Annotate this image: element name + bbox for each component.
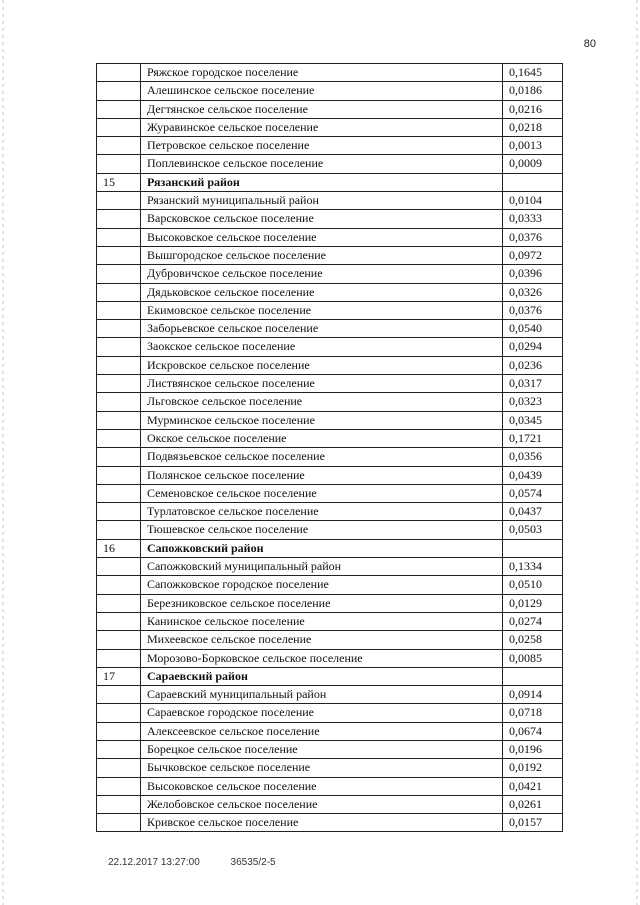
settlement-name: Искровское сельское поселение: [141, 356, 503, 374]
table-row: [97, 576, 563, 594]
settlement-name: Желобовское сельское поселение: [141, 795, 503, 813]
row-number: [97, 338, 141, 356]
coefficient-value: 0,0333: [503, 210, 563, 228]
coefficient-value: 0,0317: [503, 375, 563, 393]
settlement-name: Высоковское сельское поселение: [141, 228, 503, 246]
settlement-name: Дегтянское сельское поселение: [141, 100, 503, 118]
settlement-name: Алешинское сельское поселение: [141, 82, 503, 100]
coefficient-value: 0,1645: [503, 64, 563, 82]
settlement-name: Сараевский муниципальный район: [141, 686, 503, 704]
row-number: [97, 777, 141, 795]
table-row: [97, 246, 563, 264]
row-number: [97, 814, 141, 832]
settlement-name: Высоковское сельское поселение: [141, 777, 503, 795]
table-row: [97, 301, 563, 319]
coefficient-value: 0,0540: [503, 320, 563, 338]
table-body: [97, 64, 563, 832]
coefficient-value: 0,0439: [503, 466, 563, 484]
table-row: [97, 759, 563, 777]
row-number: [97, 301, 141, 319]
settlement-name: Екимовское сельское поселение: [141, 301, 503, 319]
settlement-name: Заборьевское сельское поселение: [141, 320, 503, 338]
settlement-name: Морозово-Борковское сельское поселение: [141, 649, 503, 667]
coefficient-value: 0,0085: [503, 649, 563, 667]
row-number: 17: [97, 667, 141, 685]
settlement-name: Варсковское сельское поселение: [141, 210, 503, 228]
table-row: [97, 283, 563, 301]
table-row: [97, 375, 563, 393]
document-footer: [108, 857, 304, 868]
table-row: [97, 82, 563, 100]
settlement-name: Турлатовское сельское поселение: [141, 503, 503, 521]
region-row: [97, 667, 563, 685]
row-number: [97, 100, 141, 118]
region-name: Рязанский район: [141, 173, 503, 191]
region-row: [97, 173, 563, 191]
footer-timestamp: 22.12.2017 13:27:00: [108, 857, 200, 868]
row-number: [97, 356, 141, 374]
row-number: [97, 795, 141, 813]
settlement-name: Петровское сельское поселение: [141, 137, 503, 155]
table-row: [97, 722, 563, 740]
row-number: [97, 576, 141, 594]
coefficient-value: 0,0274: [503, 612, 563, 630]
settlement-name: Семеновское сельское поселение: [141, 484, 503, 502]
coefficient-value: 0,0503: [503, 521, 563, 539]
table-row: [97, 631, 563, 649]
table-row: [97, 265, 563, 283]
coefficient-value: [503, 539, 563, 557]
table-row: [97, 228, 563, 246]
row-number: [97, 759, 141, 777]
row-number: [97, 118, 141, 136]
row-number: [97, 521, 141, 539]
settlement-name: Дядьковское сельское поселение: [141, 283, 503, 301]
row-number: [97, 704, 141, 722]
coefficient-value: 0,0294: [503, 338, 563, 356]
table-row: [97, 448, 563, 466]
table-row: [97, 356, 563, 374]
row-number: [97, 393, 141, 411]
coefficient-value: 0,0356: [503, 448, 563, 466]
table-row: [97, 594, 563, 612]
settlement-name: Журавинское сельское поселение: [141, 118, 503, 136]
allocation-table: [96, 63, 563, 832]
region-name: Сараевский район: [141, 667, 503, 685]
coefficient-value: 0,0510: [503, 576, 563, 594]
coefficient-value: 0,0376: [503, 228, 563, 246]
table-row: [97, 740, 563, 758]
table-row: [97, 411, 563, 429]
row-number: [97, 740, 141, 758]
row-number: [97, 192, 141, 210]
table-row: [97, 137, 563, 155]
settlement-name: Дубровичское сельское поселение: [141, 265, 503, 283]
table-row: [97, 777, 563, 795]
coefficient-value: 0,1721: [503, 429, 563, 447]
settlement-name: Борецкое сельское поселение: [141, 740, 503, 758]
row-number: [97, 722, 141, 740]
scan-edge-right: [636, 0, 638, 905]
table-row: [97, 118, 563, 136]
table-row: [97, 429, 563, 447]
coefficient-value: 0,0261: [503, 795, 563, 813]
settlement-name: Полянское сельское поселение: [141, 466, 503, 484]
row-number: [97, 686, 141, 704]
settlement-name: Окское сельское поселение: [141, 429, 503, 447]
coefficient-value: 0,0258: [503, 631, 563, 649]
settlement-name: Кривское сельское поселение: [141, 814, 503, 832]
coefficient-value: 0,0972: [503, 246, 563, 264]
coefficient-value: 0,0104: [503, 192, 563, 210]
table-row: [97, 814, 563, 832]
coefficient-value: 0,0323: [503, 393, 563, 411]
settlement-name: Мурминское сельское поселение: [141, 411, 503, 429]
row-number: [97, 612, 141, 630]
row-number: [97, 375, 141, 393]
row-number: [97, 484, 141, 502]
coefficient-value: 0,0376: [503, 301, 563, 319]
coefficient-value: 0,0437: [503, 503, 563, 521]
coefficient-value: [503, 173, 563, 191]
coefficient-value: 0,0218: [503, 118, 563, 136]
row-number: [97, 283, 141, 301]
region-row: [97, 539, 563, 557]
row-number: [97, 320, 141, 338]
row-number: [97, 594, 141, 612]
table-row: [97, 612, 563, 630]
row-number: [97, 246, 141, 264]
table-row: [97, 210, 563, 228]
settlement-name: Тюшевское сельское поселение: [141, 521, 503, 539]
settlement-name: Сараевское городское поселение: [141, 704, 503, 722]
coefficient-value: 0,0914: [503, 686, 563, 704]
table-row: [97, 484, 563, 502]
coefficient-value: 0,0009: [503, 155, 563, 173]
row-number: [97, 448, 141, 466]
settlement-name: Канинское сельское поселение: [141, 612, 503, 630]
row-number: [97, 411, 141, 429]
coefficient-value: 0,1334: [503, 558, 563, 576]
settlement-name: Поплевинское сельское поселение: [141, 155, 503, 173]
table-row: [97, 338, 563, 356]
row-number: [97, 228, 141, 246]
settlement-name: Сапожковский муниципальный район: [141, 558, 503, 576]
table-row: [97, 100, 563, 118]
coefficient-value: 0,0013: [503, 137, 563, 155]
settlement-name: Вышгородское сельское поселение: [141, 246, 503, 264]
footer-doc-id: 36535/2-5: [230, 857, 276, 868]
coefficient-value: 0,0216: [503, 100, 563, 118]
table-row: [97, 704, 563, 722]
coefficient-value: 0,0718: [503, 704, 563, 722]
row-number: [97, 64, 141, 82]
row-number: [97, 82, 141, 100]
row-number: [97, 137, 141, 155]
coefficient-value: 0,0129: [503, 594, 563, 612]
row-number: 15: [97, 173, 141, 191]
coefficient-value: 0,0186: [503, 82, 563, 100]
table-row: [97, 558, 563, 576]
settlement-name: Листвянское сельское поселение: [141, 375, 503, 393]
coefficient-value: 0,0674: [503, 722, 563, 740]
table-row: [97, 64, 563, 82]
table-row: [97, 466, 563, 484]
row-number: [97, 265, 141, 283]
table-row: [97, 320, 563, 338]
row-number: [97, 466, 141, 484]
settlement-name: Михеевское сельское поселение: [141, 631, 503, 649]
coefficient-value: 0,0236: [503, 356, 563, 374]
row-number: [97, 631, 141, 649]
coefficient-value: 0,0345: [503, 411, 563, 429]
settlement-name: Бычковское сельское поселение: [141, 759, 503, 777]
coefficient-value: 0,0396: [503, 265, 563, 283]
table-row: [97, 795, 563, 813]
scan-edge-left: [2, 0, 4, 905]
table-row: [97, 649, 563, 667]
coefficient-value: 0,0192: [503, 759, 563, 777]
settlement-name: Березниковское сельское поселение: [141, 594, 503, 612]
table-row: [97, 503, 563, 521]
row-number: 16: [97, 539, 141, 557]
table-row: [97, 686, 563, 704]
coefficient-value: 0,0157: [503, 814, 563, 832]
table-row: [97, 393, 563, 411]
settlement-name: Рязанский муниципальный район: [141, 192, 503, 210]
settlement-name: Ряжское городское поселение: [141, 64, 503, 82]
coefficient-value: 0,0574: [503, 484, 563, 502]
coefficient-value: [503, 667, 563, 685]
row-number: [97, 429, 141, 447]
row-number: [97, 649, 141, 667]
settlement-name: Алексеевское сельское поселение: [141, 722, 503, 740]
coefficient-value: 0,0326: [503, 283, 563, 301]
page-number: 80: [583, 38, 596, 50]
row-number: [97, 155, 141, 173]
coefficient-value: 0,0196: [503, 740, 563, 758]
settlement-name: Подвязьевское сельское поселение: [141, 448, 503, 466]
row-number: [97, 503, 141, 521]
settlement-name: Заокское сельское поселение: [141, 338, 503, 356]
table-row: [97, 521, 563, 539]
coefficient-value: 0,0421: [503, 777, 563, 795]
table-row: [97, 155, 563, 173]
settlement-name: Сапожковское городское поселение: [141, 576, 503, 594]
row-number: [97, 558, 141, 576]
settlement-name: Льговское сельское поселение: [141, 393, 503, 411]
region-name: Сапожковский район: [141, 539, 503, 557]
table-row: [97, 192, 563, 210]
row-number: [97, 210, 141, 228]
